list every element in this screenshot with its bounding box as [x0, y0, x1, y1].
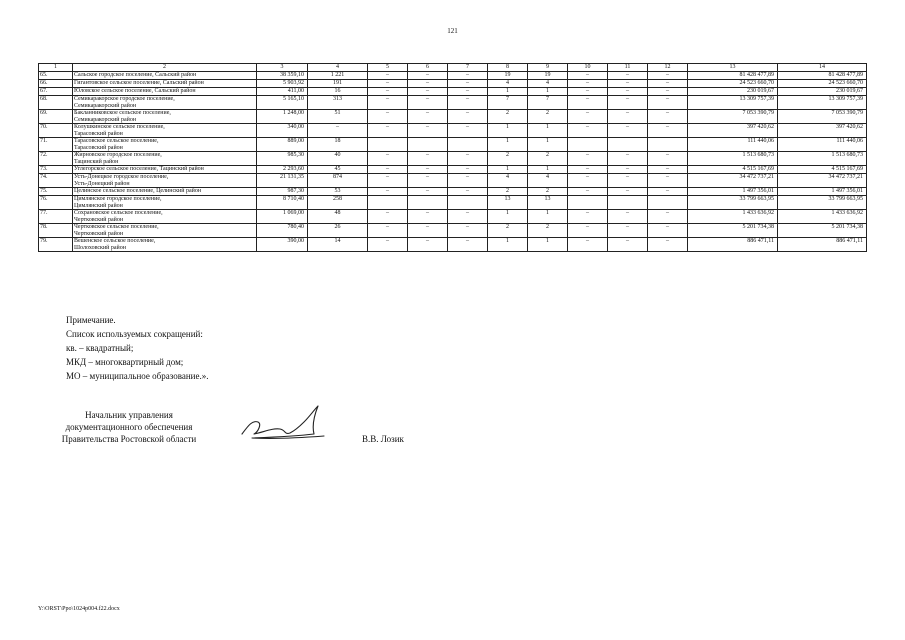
table-cell: 1 — [528, 210, 568, 224]
table-cell: – — [648, 224, 688, 238]
table-cell: 390,00 — [257, 238, 308, 252]
column-header: 2 — [73, 64, 257, 72]
table-cell: – — [608, 80, 648, 88]
data-table — [38, 63, 867, 252]
table-row — [39, 124, 867, 138]
municipality-cell: Жирновское городское поселение, Тацинский район — [73, 152, 257, 166]
table-cell: 40 — [308, 152, 368, 166]
table-cell: 1 — [528, 138, 568, 152]
table-cell: – — [368, 124, 408, 138]
table-cell: 21 131,35 — [257, 174, 308, 188]
table-cell: 1 248,00 — [257, 110, 308, 124]
row-number-cell: 72. — [39, 152, 73, 166]
signatory-title — [44, 409, 214, 445]
table-cell: – — [608, 224, 648, 238]
table-cell: – — [408, 238, 448, 252]
table-cell — [368, 196, 408, 210]
table-cell: – — [568, 110, 608, 124]
table-cell: – — [368, 88, 408, 96]
table-cell: – — [448, 188, 488, 196]
table-cell: 780,40 — [257, 224, 308, 238]
table-cell: 16 — [308, 88, 368, 96]
table-cell: 5 201 734,38 — [778, 224, 867, 238]
table-cell: 81 428 477,89 — [688, 72, 778, 80]
table-cell: 2 293,60 — [257, 166, 308, 174]
table-cell: – — [648, 166, 688, 174]
table-cell: 13 309 757,39 — [688, 96, 778, 110]
table-cell: 230 019,67 — [778, 88, 867, 96]
table-cell: 313 — [308, 96, 368, 110]
table-cell: 2 — [528, 110, 568, 124]
table-cell: 4 — [528, 174, 568, 188]
municipality-cell: Сохрановское сельское поселение, Чертковский район — [73, 210, 257, 224]
municipality-cell: Усть-Донецкое городское поселение, Усть-Донецкий район — [73, 174, 257, 188]
table-header-row — [39, 64, 867, 72]
row-number-cell: 75. — [39, 188, 73, 196]
municipality-cell: Чертковское сельское поселение, Чертковский район — [73, 224, 257, 238]
table-cell: – — [568, 152, 608, 166]
table-cell: – — [408, 210, 448, 224]
municipality-cell: Бакланниковское сельское поселение, Семикаракорский район — [73, 110, 257, 124]
table-cell: 7 053 390,79 — [778, 110, 867, 124]
table-cell: – — [608, 166, 648, 174]
table-cell: – — [368, 152, 408, 166]
table-cell: – — [448, 124, 488, 138]
table-cell: 411,00 — [257, 88, 308, 96]
table-cell: – — [368, 210, 408, 224]
note-line: кв. – квадратный; — [66, 343, 134, 353]
signatory-name: В.В. Лозик — [362, 434, 404, 444]
table-cell: 1 — [488, 88, 528, 96]
table-cell: – — [368, 72, 408, 80]
row-number-cell: 67. — [39, 88, 73, 96]
note-heading: Примечание. — [66, 315, 116, 325]
table-cell: 985,30 — [257, 152, 308, 166]
column-header: 7 — [448, 64, 488, 72]
table-cell: 33 799 663,95 — [688, 196, 778, 210]
municipality-cell: Юловское сельское поселение, Сальский район — [73, 88, 257, 96]
signatory-title-line: Начальник управления — [85, 410, 173, 420]
table-cell: 2 — [528, 224, 568, 238]
table-cell: 4 — [488, 80, 528, 88]
table-cell: – — [608, 210, 648, 224]
table-cell: – — [648, 152, 688, 166]
municipality-cell: Углегорское сельское поселение, Тацинский район — [73, 166, 257, 174]
table-cell: – — [568, 96, 608, 110]
table-cell: 111 440,06 — [778, 138, 867, 152]
table-cell: 1 — [528, 238, 568, 252]
table-cell: – — [608, 124, 648, 138]
table-cell: 1 513 680,73 — [688, 152, 778, 166]
table-cell: 111 440,06 — [688, 138, 778, 152]
table-cell: – — [368, 174, 408, 188]
table-row — [39, 152, 867, 166]
row-number-cell: 65. — [39, 72, 73, 80]
table-cell: – — [608, 188, 648, 196]
table-cell: 874 — [308, 174, 368, 188]
signatory-title-line: документационного обеспечения — [65, 422, 193, 432]
municipality-cell: Гигантовское сельское поселение, Сальский район — [73, 80, 257, 88]
column-header: 6 — [408, 64, 448, 72]
table-cell: 1 — [528, 88, 568, 96]
table-cell: 2 — [488, 224, 528, 238]
table-cell: – — [448, 80, 488, 88]
table-cell: – — [568, 210, 608, 224]
table-cell: 886 471,11 — [778, 238, 867, 252]
column-header: 12 — [648, 64, 688, 72]
table-cell: 19 — [488, 72, 528, 80]
table-cell: – — [648, 124, 688, 138]
table-row — [39, 110, 867, 124]
table-cell: 397 420,62 — [688, 124, 778, 138]
table-cell: 1 — [528, 124, 568, 138]
table-cell: – — [408, 174, 448, 188]
table-cell: – — [608, 96, 648, 110]
table-cell — [408, 138, 448, 152]
table-cell: – — [648, 174, 688, 188]
table-cell: 8 710,40 — [257, 196, 308, 210]
table-cell: – — [448, 110, 488, 124]
table-cell — [408, 196, 448, 210]
table-cell: 1 — [488, 138, 528, 152]
table-cell: 7 053 390,79 — [688, 110, 778, 124]
table-cell: – — [408, 124, 448, 138]
row-number-cell: 70. — [39, 124, 73, 138]
table-cell: 2 — [528, 152, 568, 166]
table-cell: – — [448, 210, 488, 224]
column-header: 9 — [528, 64, 568, 72]
table-cell: – — [568, 188, 608, 196]
table-cell: 81 428 477,89 — [778, 72, 867, 80]
table-cell: – — [648, 88, 688, 96]
table-cell: – — [448, 96, 488, 110]
table-cell: 1 497 356,01 — [778, 188, 867, 196]
handwritten-signature — [228, 402, 338, 446]
row-number-cell: 68. — [39, 96, 73, 110]
table-cell: 14 — [308, 238, 368, 252]
table-cell: 4 515 167,69 — [688, 166, 778, 174]
table-row — [39, 166, 867, 174]
table-cell: – — [608, 72, 648, 80]
table-cell: – — [368, 224, 408, 238]
table-cell: 1 — [488, 124, 528, 138]
row-number-cell: 66. — [39, 80, 73, 88]
table-cell: 397 420,62 — [778, 124, 867, 138]
table-cell: – — [408, 224, 448, 238]
table-cell — [368, 138, 408, 152]
note-line: МКД – многоквартирный дом; — [66, 357, 184, 367]
table-cell: 886 471,11 — [688, 238, 778, 252]
column-header: 13 — [688, 64, 778, 72]
municipality-cell: Колушкинское сельское поселение, Тарасовский район — [73, 124, 257, 138]
table-cell: 51 — [308, 110, 368, 124]
table-cell: – — [608, 238, 648, 252]
table-cell: 34 472 737,21 — [688, 174, 778, 188]
table-cell: 340,00 — [257, 124, 308, 138]
row-number-cell: 71. — [39, 138, 73, 152]
table-cell: – — [648, 188, 688, 196]
table-row — [39, 138, 867, 152]
table-cell: – — [568, 124, 608, 138]
table-cell: 1 — [488, 166, 528, 174]
page-number: 121 — [447, 27, 458, 35]
table-cell — [448, 138, 488, 152]
table-cell: 4 515 167,69 — [778, 166, 867, 174]
municipality-cell: Семикаракорское городское поселение, Семикаракорский район — [73, 96, 257, 110]
table-row — [39, 88, 867, 96]
row-number-cell: 77. — [39, 210, 73, 224]
table-cell: – — [448, 72, 488, 80]
table-row — [39, 96, 867, 110]
table-row — [39, 188, 867, 196]
table-cell: – — [648, 238, 688, 252]
table-cell: 7 — [528, 96, 568, 110]
table-cell: – — [448, 238, 488, 252]
table-row — [39, 80, 867, 88]
table-cell: – — [408, 72, 448, 80]
column-header: 3 — [257, 64, 308, 72]
table-cell: 2 — [488, 188, 528, 196]
column-header: 14 — [778, 64, 867, 72]
table-cell: 2 — [528, 188, 568, 196]
table-cell: 48 — [308, 210, 368, 224]
row-number-cell: 76. — [39, 196, 73, 210]
table-cell: – — [568, 166, 608, 174]
table-cell: 4 — [528, 80, 568, 88]
note-block — [66, 313, 208, 383]
table-cell: 4 — [488, 174, 528, 188]
table-cell — [568, 138, 608, 152]
table-cell: 33 799 663,95 — [778, 196, 867, 210]
table-cell: – — [648, 72, 688, 80]
table-cell: – — [308, 124, 368, 138]
table-cell: – — [568, 238, 608, 252]
row-number-cell: 73. — [39, 166, 73, 174]
row-number-cell: 78. — [39, 224, 73, 238]
column-header: 4 — [308, 64, 368, 72]
table-cell: 13 — [488, 196, 528, 210]
table-cell: 1 513 680,73 — [778, 152, 867, 166]
file-path: Y:\ORST\Ppo\1024p004.f22.docx — [38, 606, 120, 612]
table-cell: – — [408, 80, 448, 88]
table-cell: 53 — [308, 188, 368, 196]
table-cell: 1 — [528, 166, 568, 174]
table-cell: – — [568, 174, 608, 188]
table-cell: – — [648, 110, 688, 124]
table-cell: 1 — [488, 238, 528, 252]
table-cell — [568, 196, 608, 210]
table-cell: – — [408, 110, 448, 124]
table-row — [39, 174, 867, 188]
table-cell — [608, 138, 648, 152]
table-cell: 13 — [528, 196, 568, 210]
table-cell — [648, 196, 688, 210]
table-row — [39, 210, 867, 224]
table-cell — [448, 196, 488, 210]
row-number-cell: 74. — [39, 174, 73, 188]
note-line: Список используемых сокращений: — [66, 329, 203, 339]
table-cell: – — [448, 166, 488, 174]
table-cell: – — [408, 96, 448, 110]
table-cell: – — [368, 238, 408, 252]
table-cell: 1 497 356,01 — [688, 188, 778, 196]
municipality-cell: Целинское сельское поселение, Целинский район — [73, 188, 257, 196]
table-cell: 7 — [488, 96, 528, 110]
table-cell: 2 — [488, 110, 528, 124]
table-cell: 19 — [528, 72, 568, 80]
table-cell: 1 433 636,92 — [778, 210, 867, 224]
column-header: 1 — [39, 64, 73, 72]
table-cell: – — [408, 88, 448, 96]
table-cell: – — [568, 88, 608, 96]
table-row — [39, 224, 867, 238]
table-cell: 1 433 636,92 — [688, 210, 778, 224]
table-cell: 889,00 — [257, 138, 308, 152]
table-cell: 13 309 757,39 — [778, 96, 867, 110]
column-header: 5 — [368, 64, 408, 72]
table-cell: – — [368, 166, 408, 174]
table-cell: – — [608, 110, 648, 124]
table-cell: – — [568, 80, 608, 88]
table-cell: 18 — [308, 138, 368, 152]
table-cell: – — [368, 188, 408, 196]
municipality-cell: Сальское городское поселение, Сальский район — [73, 72, 257, 80]
table-cell: – — [648, 210, 688, 224]
table-cell — [608, 196, 648, 210]
table-row — [39, 72, 867, 80]
table-cell: – — [448, 224, 488, 238]
municipality-cell: Цимлянское городское поселение, Цимлянский район — [73, 196, 257, 210]
table-cell: 1 221 — [308, 72, 368, 80]
table-cell: 5 903,92 — [257, 80, 308, 88]
signatory-title-line: Правительства Ростовской области — [61, 434, 197, 444]
table-cell: 5 201 734,38 — [688, 224, 778, 238]
table-cell: – — [368, 110, 408, 124]
table-cell: – — [608, 152, 648, 166]
table-cell: 1 069,00 — [257, 210, 308, 224]
table-cell: – — [608, 88, 648, 96]
table-cell: – — [648, 80, 688, 88]
table-cell: – — [408, 166, 448, 174]
table-cell: – — [448, 174, 488, 188]
table-row — [39, 196, 867, 210]
table-cell: 34 472 737,21 — [778, 174, 867, 188]
table-cell: – — [568, 224, 608, 238]
table-cell: 1 — [488, 210, 528, 224]
table-cell: – — [568, 72, 608, 80]
table-cell: 258 — [308, 196, 368, 210]
table-cell: 5 165,10 — [257, 96, 308, 110]
table-cell: 191 — [308, 80, 368, 88]
table-cell: – — [448, 152, 488, 166]
municipality-cell: Вешенское сельское поселение, Шолоховский район — [73, 238, 257, 252]
municipality-cell: Тарасовское сельское поселение, Тарасовский район — [73, 138, 257, 152]
column-header: 10 — [568, 64, 608, 72]
table-cell: – — [408, 152, 448, 166]
table-row — [39, 238, 867, 252]
table-cell: 24 523 660,70 — [778, 80, 867, 88]
table-cell: 2 — [488, 152, 528, 166]
row-number-cell: 69. — [39, 110, 73, 124]
note-line: МО – муниципальное образование.». — [66, 371, 209, 381]
table-cell: 38 359,10 — [257, 72, 308, 80]
row-number-cell: 79. — [39, 238, 73, 252]
column-header: 11 — [608, 64, 648, 72]
table-cell: – — [448, 88, 488, 96]
table-cell: – — [368, 96, 408, 110]
table-cell — [648, 138, 688, 152]
table-cell: – — [648, 96, 688, 110]
column-header: 8 — [488, 64, 528, 72]
table-cell: – — [408, 188, 448, 196]
table-cell: 24 523 660,70 — [688, 80, 778, 88]
table-cell: 45 — [308, 166, 368, 174]
table-cell: – — [608, 174, 648, 188]
table-cell: 26 — [308, 224, 368, 238]
table-cell: 987,30 — [257, 188, 308, 196]
table-cell: – — [368, 80, 408, 88]
table-cell: 230 019,67 — [688, 88, 778, 96]
